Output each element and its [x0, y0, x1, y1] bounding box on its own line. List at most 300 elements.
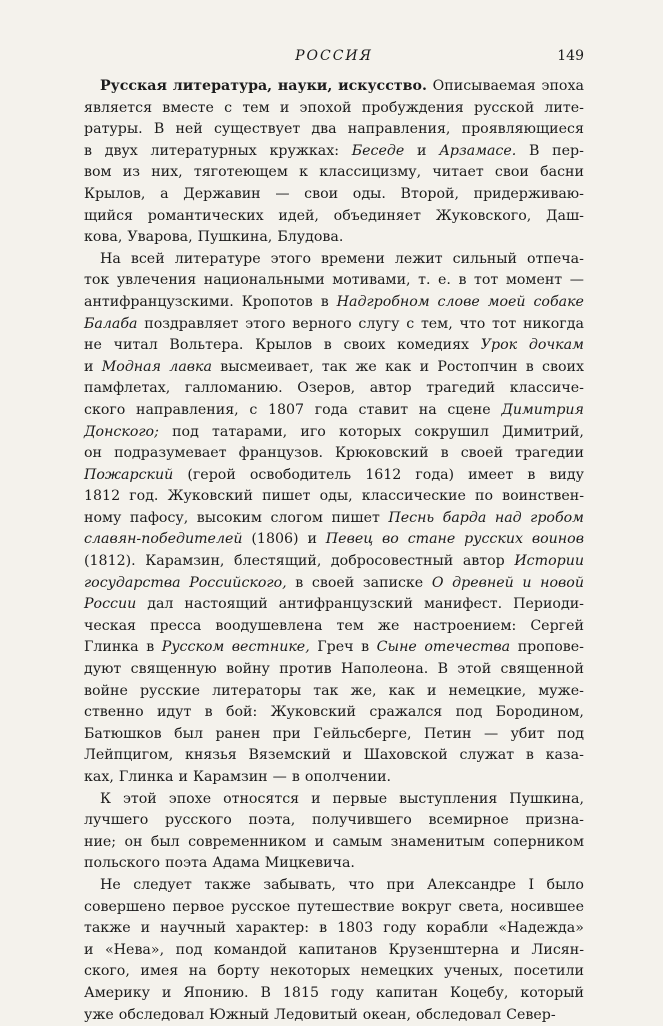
word: против [279, 661, 332, 678]
word: подразумевает [114, 445, 227, 462]
word: к [299, 164, 308, 181]
word: мотивами, [332, 272, 411, 289]
word: Урок [480, 337, 518, 354]
word: он [124, 833, 143, 850]
word: вестнике, [231, 639, 310, 656]
word: Жуковского, [435, 207, 532, 224]
word: сильный [452, 250, 517, 267]
word: идей, [278, 207, 319, 224]
word: соперником [493, 833, 584, 850]
word: борту [217, 963, 260, 980]
text-line [84, 529, 584, 551]
word: науки, [277, 78, 333, 94]
word: этой [457, 661, 492, 678]
word: читает [432, 164, 484, 181]
word: Песнь [388, 509, 435, 526]
word: романтических [147, 207, 264, 224]
word: под [455, 704, 483, 721]
word: «Надежда» [498, 920, 584, 937]
text-line [84, 162, 584, 184]
text-line [84, 1005, 584, 1026]
word: первое [172, 898, 225, 915]
word: и [510, 941, 521, 958]
word: Бородином, [495, 704, 584, 721]
word: искусство. [338, 78, 427, 94]
word: лежит [394, 250, 443, 267]
word: направления, [136, 401, 239, 418]
word: над [494, 509, 522, 526]
word: каза- [545, 747, 584, 764]
word: Мицкевича. [264, 855, 355, 872]
word: Русская [100, 78, 167, 94]
word: гробом [530, 509, 584, 526]
word: этой [122, 790, 157, 807]
word: воинствен- [502, 488, 584, 505]
word: году [383, 920, 417, 937]
word: памфлетах, [84, 380, 171, 397]
word: с [224, 99, 233, 116]
word: новой [540, 574, 584, 591]
word: эпохой [299, 99, 352, 116]
word: Пушкина, [509, 790, 584, 807]
word: ках, [84, 769, 114, 785]
word: Южный [208, 1006, 270, 1023]
word: с [406, 315, 415, 332]
word: Александре [426, 876, 517, 893]
word: под [175, 941, 203, 958]
word: на [418, 401, 437, 418]
word: и [84, 358, 94, 375]
word: во [382, 531, 399, 548]
word: Пожарский [84, 466, 174, 483]
word: Глинка [118, 769, 174, 785]
word: совершено [84, 898, 166, 915]
word: записке [362, 574, 424, 591]
word: этого [245, 315, 286, 332]
text-line [84, 875, 584, 897]
text-line [84, 940, 584, 962]
word: русское [231, 898, 291, 915]
word: тяготеющем [193, 164, 288, 181]
word: поздравляет [144, 315, 239, 332]
word: ратуры. [84, 121, 143, 138]
word: антифранцузский [278, 596, 413, 613]
word: ток [84, 272, 110, 289]
word: двух [104, 142, 138, 159]
word: собаке [533, 293, 584, 310]
text-line [84, 486, 584, 508]
word: и [140, 920, 151, 937]
word: ному [84, 509, 122, 526]
word: Гейльсберге, [313, 725, 412, 742]
word: Озеров, [297, 380, 356, 397]
running-title: РОССИЯ [295, 48, 373, 64]
word: Не [100, 876, 121, 893]
page-number: 149 [557, 48, 584, 64]
word: — [272, 769, 287, 785]
word: На [100, 250, 121, 267]
word: литература, [172, 78, 273, 94]
word: сражался [369, 704, 443, 721]
word: дуют [84, 661, 122, 678]
word: Второй, [400, 185, 459, 202]
word: русских [464, 531, 523, 548]
text-line [84, 76, 584, 98]
text-line [84, 702, 584, 724]
word: Ростопчин [437, 358, 518, 375]
word: тем, [420, 315, 453, 332]
word: первые [332, 790, 388, 807]
word: же, [350, 682, 377, 699]
word: выступления [399, 790, 498, 807]
word: слогом [270, 509, 323, 526]
word: год. [129, 488, 159, 505]
word: призна- [525, 812, 584, 829]
word: В [529, 142, 540, 159]
word: щийся [84, 207, 133, 224]
word: древней [452, 574, 514, 591]
word: года) [415, 466, 455, 483]
word: I [528, 876, 535, 893]
text-line [84, 335, 584, 357]
word: ученых, [443, 963, 504, 980]
word: ней [175, 121, 203, 138]
word: Адама [212, 855, 260, 872]
word: литераторы [212, 682, 302, 699]
word: Вяземский [248, 747, 331, 764]
word: ческая [84, 617, 136, 634]
word: слове [437, 293, 480, 310]
word: Наполеона. [341, 661, 429, 678]
text-line [84, 465, 584, 487]
word: как [388, 682, 415, 699]
word: оды, [319, 488, 353, 505]
word: Америку [84, 984, 150, 1001]
word: лавка [169, 358, 212, 375]
word: убит [510, 725, 545, 742]
word: антифранцузскими. [84, 293, 234, 310]
word: и [161, 984, 172, 1001]
word: современником [188, 833, 307, 850]
word: было [546, 876, 584, 893]
text-line [84, 422, 584, 444]
word: получившего [312, 812, 412, 829]
word: моей [487, 293, 526, 310]
word: стане [407, 531, 456, 548]
word: е. [438, 272, 451, 289]
word: научный [160, 920, 227, 937]
word: Кропотов [241, 293, 313, 310]
word: ственно [84, 704, 144, 721]
text-line [84, 227, 584, 249]
word: блестящий, [234, 553, 322, 570]
word: Коцебу, [449, 984, 509, 1001]
word: Сыне [376, 639, 417, 656]
word: иго [300, 423, 326, 440]
word: и [84, 941, 94, 958]
word: Ледовитый [274, 1006, 358, 1023]
word: манифест. [423, 596, 503, 613]
paragraph [84, 789, 584, 875]
word: обследовал [415, 1006, 502, 1023]
word: них, [151, 164, 183, 181]
word: Карамзин [192, 769, 268, 785]
word: войну [226, 661, 270, 678]
word: ставит [358, 401, 409, 418]
word: в [295, 574, 304, 591]
text-line [84, 659, 584, 681]
word: капитан [375, 984, 438, 1001]
word: — [569, 272, 584, 289]
word: что [348, 876, 375, 893]
word: же [355, 358, 377, 375]
word: и [419, 358, 430, 375]
word: в [458, 272, 467, 289]
word: Шаховской [363, 747, 448, 764]
word: вокруг [401, 898, 452, 915]
word: в [440, 445, 449, 462]
word: высоким [196, 509, 262, 526]
word: служат [459, 747, 515, 764]
text-line [84, 918, 584, 940]
word: вместе [162, 99, 214, 116]
word: пафосу, [129, 509, 189, 526]
word: с [249, 401, 258, 418]
word: свои [304, 185, 339, 202]
word: свои [494, 164, 529, 181]
word: носившее [510, 898, 584, 915]
word: и [342, 747, 352, 764]
word: в [146, 639, 155, 656]
word: священную [130, 661, 217, 678]
word: момент [505, 272, 563, 289]
word: 1803 [337, 920, 374, 937]
word: следует [133, 876, 192, 893]
text-line [84, 551, 584, 573]
word: своей [460, 445, 504, 462]
word: в [323, 337, 332, 354]
word: пишет [262, 488, 311, 505]
word: кова, [84, 229, 123, 246]
word: войне [84, 682, 128, 699]
word: настроением: [413, 617, 517, 634]
word: Сергей [530, 617, 584, 634]
page-header [84, 46, 584, 68]
word: Даш- [545, 207, 584, 224]
word: сокрушил [414, 423, 489, 440]
word: времени [321, 250, 385, 267]
word: священной [500, 661, 584, 678]
text-line [84, 378, 584, 400]
word: был [150, 833, 180, 850]
word: забывать, [263, 876, 336, 893]
word: отпеча- [527, 250, 584, 267]
word: верного [292, 315, 352, 332]
word: русские [139, 682, 200, 699]
word: Димитрий, [502, 423, 584, 440]
word: муже- [538, 682, 584, 699]
word: освободитель [249, 466, 352, 483]
word: под [172, 423, 199, 440]
text-line [84, 745, 584, 767]
text-line [84, 141, 584, 163]
word: дал [147, 596, 174, 613]
word: поэта [165, 855, 208, 872]
word: высмеивает, [220, 358, 314, 375]
word: воинов [531, 531, 584, 548]
word: уже [84, 1006, 114, 1023]
word: тот [491, 315, 517, 332]
word: капитанов [298, 941, 378, 958]
text-line [84, 119, 584, 141]
word: два [311, 121, 337, 138]
body-text [84, 76, 584, 1026]
word: галломанию. [184, 380, 283, 397]
word: как [385, 358, 412, 375]
word: славян-победителей [84, 531, 243, 548]
word: Греч [317, 639, 354, 656]
word: лучшего [84, 812, 149, 829]
word: а [160, 185, 169, 202]
word: Петин [423, 725, 472, 742]
word: Модная [101, 358, 162, 375]
word: своих [542, 358, 584, 375]
word: под [557, 725, 584, 742]
word: Истории [514, 553, 584, 570]
word: Крылов, [84, 185, 146, 202]
word: Лейпцигом, [84, 747, 174, 764]
word: самым [332, 833, 383, 850]
word: Карамзин, [145, 553, 225, 570]
word: эпоха [541, 78, 584, 94]
word: (1806) [251, 531, 299, 548]
word: же [377, 617, 400, 634]
word: оды. [352, 185, 386, 202]
word: классиче- [509, 380, 584, 397]
word: Державин [183, 185, 261, 202]
word: также [204, 876, 251, 893]
word: на [188, 963, 207, 980]
word: польского [84, 855, 161, 872]
text-line [84, 616, 584, 638]
word: всей [130, 250, 165, 267]
word: при [272, 725, 301, 742]
word: классические [361, 488, 466, 505]
word: командой [213, 941, 287, 958]
text-line [84, 184, 584, 206]
word: знаменитым [390, 833, 485, 850]
word: и [314, 833, 325, 850]
word: путешествие [297, 898, 395, 915]
word: в [319, 920, 328, 937]
word: автор [369, 380, 412, 397]
word: существует [213, 121, 301, 138]
word: «Нева», [105, 941, 165, 958]
word: французов. [238, 445, 323, 462]
word: в [291, 769, 300, 785]
word: 1812 [84, 488, 121, 505]
word: которых [339, 423, 402, 440]
text-line [84, 357, 584, 379]
word: 1612 [365, 466, 402, 483]
word: также [84, 920, 131, 937]
word: В [153, 121, 165, 138]
word: воодушевлена [215, 617, 323, 634]
word: ние; [84, 833, 117, 850]
text-line [84, 292, 584, 314]
word: ранен [215, 725, 261, 742]
word: ополчении. [304, 769, 392, 785]
text-line [84, 249, 584, 271]
word: Русском [161, 639, 225, 656]
text-line [84, 637, 584, 659]
text-line [84, 573, 584, 595]
word: Периоди- [513, 596, 584, 613]
word: Крюковский [335, 445, 429, 462]
word: в [527, 466, 536, 483]
word: лите- [544, 99, 584, 116]
word: В [260, 984, 271, 1001]
word: этого [270, 250, 311, 267]
word: Российского, [189, 574, 287, 591]
word: света, [458, 898, 504, 915]
text-line [84, 98, 584, 120]
word: Донского; [84, 423, 159, 440]
word: по [475, 488, 494, 505]
word: Крылов [255, 337, 313, 354]
word: увлечения [116, 272, 197, 289]
word: — [275, 185, 290, 202]
word: отечества [424, 639, 511, 656]
word: пробуждения [361, 99, 464, 116]
text-line [84, 767, 584, 789]
word: немецких [360, 963, 434, 980]
word: классицизму, [319, 164, 422, 181]
word: из [122, 164, 140, 181]
word: слугу [358, 315, 400, 332]
word: Димитрия [501, 401, 584, 418]
word: Японию. [183, 984, 249, 1001]
word: что [459, 315, 486, 332]
word: поэта, [248, 812, 296, 829]
word: национальными [203, 272, 325, 289]
text-line [84, 897, 584, 919]
word: тем [336, 617, 364, 634]
word: трагедии [515, 445, 584, 462]
word: идут [156, 704, 192, 721]
word: русского [165, 812, 232, 829]
word: В [437, 661, 449, 678]
word: в [84, 142, 92, 159]
word: так [321, 358, 348, 375]
word: Батюшков [84, 725, 162, 742]
word: который [520, 984, 584, 1001]
word: и [311, 790, 321, 807]
word: никогда [522, 315, 584, 332]
word: и [426, 682, 437, 699]
word: комедиях [397, 337, 470, 354]
word: Вольтера. [169, 337, 244, 354]
word: Арзамасе. [439, 142, 517, 159]
word: и [307, 531, 317, 548]
word: своих [343, 337, 386, 354]
word: посетили [513, 963, 584, 980]
word: океан, [362, 1006, 411, 1023]
word: России [84, 596, 137, 613]
word: немецкие, [448, 682, 527, 699]
word: Крузенштерна [388, 941, 500, 958]
word: своей [311, 574, 355, 591]
